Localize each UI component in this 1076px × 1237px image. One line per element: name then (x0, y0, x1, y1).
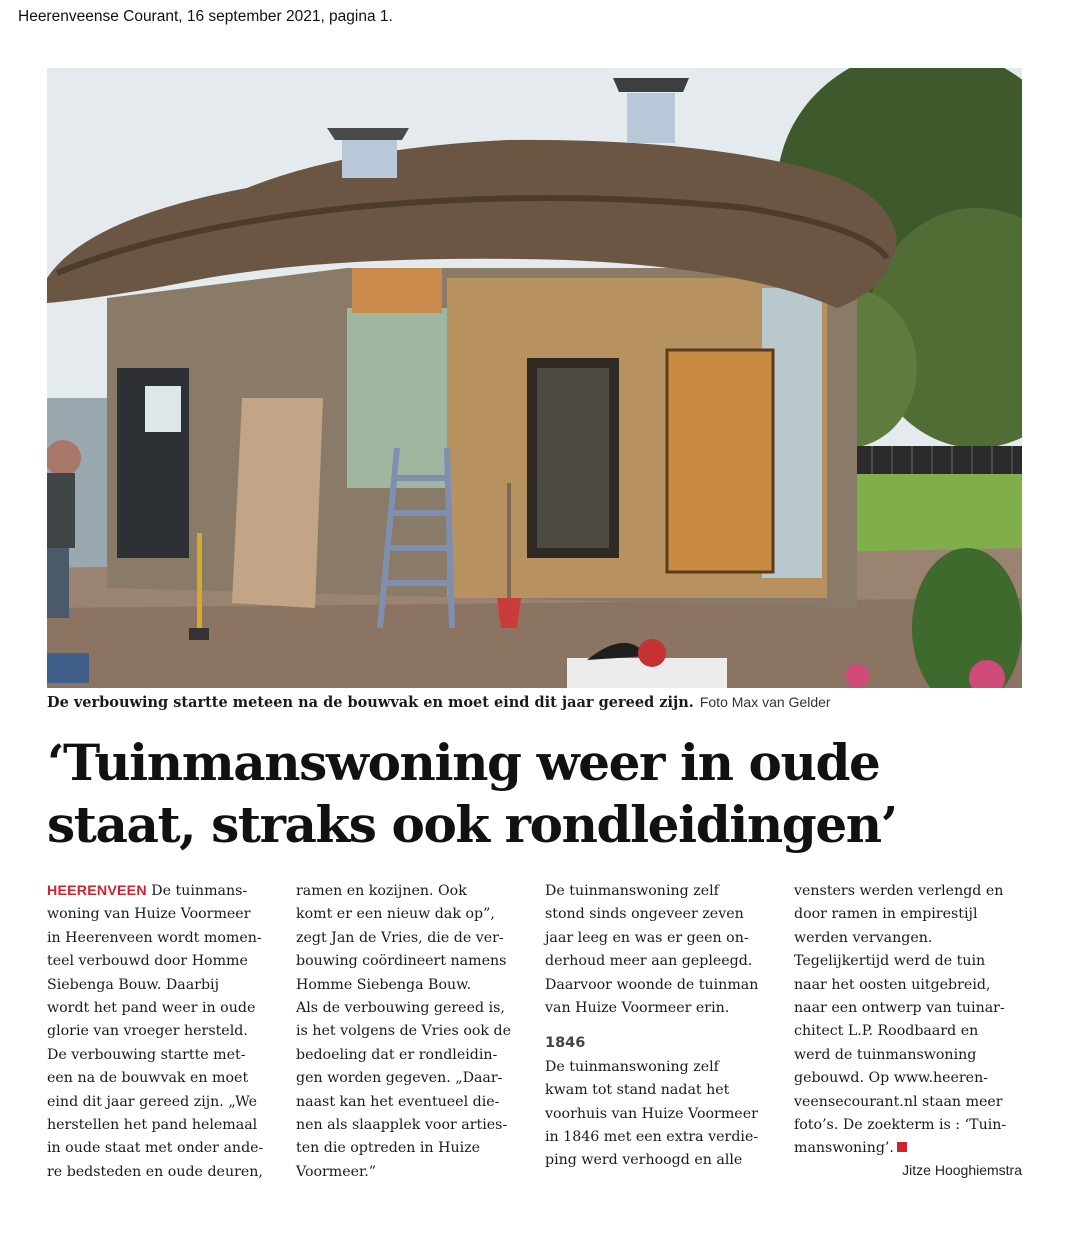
body-line: bedoeling dat er rondleidin- (296, 1046, 498, 1063)
body-line: Voormeer.” (296, 1163, 377, 1180)
column-4 (794, 880, 1026, 1161)
body-line (47, 880, 279, 903)
body-line: ten die optreden in Huize (296, 1140, 481, 1157)
source-line: Heerenveense Courant, 16 september 2021, pagina 1. (18, 8, 393, 25)
body-line: woning van Huize Voormeer (47, 906, 251, 923)
dateline: HEERENVEEN (47, 883, 147, 899)
body-line-text: manswoning’. (794, 1140, 894, 1157)
headline (47, 732, 1037, 856)
byline: Jitze Hooghiemstra (902, 1162, 1022, 1178)
subheading: 1846 (545, 1035, 586, 1052)
body-line: herstellen het pand helemaal (47, 1117, 258, 1134)
body-line: gen worden gegeven. „Daar- (296, 1070, 503, 1087)
body-line: werden vervangen. (794, 929, 933, 946)
photo-credit: Foto Max van Gelder (699, 694, 831, 710)
body-line: De tuinmanswoning zelf (545, 1058, 719, 1075)
body-line: van Huize Voormeer erin. (545, 1000, 730, 1017)
body-line: Daarvoor woonde de tuinman (545, 976, 759, 993)
body-line: wordt het pand weer in oude (47, 1000, 256, 1017)
body-line: ping werd verhoogd en alle (545, 1152, 743, 1169)
caption-text: De verbouwing startte meteen na de bouwvak en moet eind dit jaar gereed zijn. (47, 694, 694, 711)
body-line: werd de tuinmanswoning (794, 1046, 977, 1063)
body-line: re bedsteden en oude deuren, (47, 1163, 263, 1180)
body-line: teel verbouwd door Homme (47, 953, 248, 970)
body-line: Siebenga Bouw. Daarbij (47, 976, 219, 993)
body-line: veensecourant.nl staan meer (794, 1093, 1003, 1110)
body-line: naast kan het eventueel die- (296, 1093, 500, 1110)
body-line: zegt Jan de Vries, die de ver- (296, 929, 504, 946)
body-line: ramen en kozijnen. Ook (296, 883, 467, 899)
body-line: een na de bouwvak en moet (47, 1070, 249, 1087)
body-line: door ramen in empirestijl (794, 906, 978, 923)
body-line: chitect L.P. Roodbaard en (794, 1023, 979, 1040)
body-line-text: De tuinmans- (146, 883, 248, 899)
body-line: De verbouwing startte met- (47, 1046, 246, 1063)
body-line: derhoud meer aan gepleegd. (545, 953, 753, 970)
photo-caption (47, 694, 1022, 711)
column-3 (545, 880, 777, 1173)
body-line: nen als slaapplek voor arties- (296, 1117, 508, 1134)
red-square-icon (897, 1142, 907, 1152)
body-line: Homme Siebenga Bouw. (296, 976, 472, 993)
body-line: De tuinmanswoning zelf (545, 883, 719, 899)
body-line: glorie van vroeger hersteld. (47, 1023, 248, 1040)
body-line: komt er een nieuw dak op”, (296, 906, 495, 923)
column-2 (296, 880, 528, 1184)
column-1 (47, 880, 279, 1184)
body-line: vensters werden verlengd en (794, 883, 1004, 899)
body-line: in oude staat met onder ande- (47, 1140, 264, 1157)
body-line: naar het oosten uitgebreid, (794, 976, 991, 993)
body-line: voorhuis van Huize Voormeer (545, 1105, 758, 1122)
body-line: is het volgens de Vries ook de (296, 1023, 511, 1040)
body-line: Tegelijkertijd werd de tuin (794, 953, 986, 970)
article-photo (47, 68, 1022, 688)
headline-line-2: staat, straks ook rondleidingen’ (47, 795, 897, 854)
body-line: in 1846 met een extra verdie- (545, 1129, 759, 1146)
body-line: gebouwd. Op www.heeren- (794, 1070, 989, 1087)
body-line: bouwing coördineert namens (296, 953, 507, 970)
headline-line-1: ‘Tuinmanswoning weer in oude (47, 733, 880, 792)
body-line (794, 1137, 1026, 1160)
body-line: jaar leeg en was er geen on- (545, 929, 749, 946)
body-line: kwam tot stand nadat het (545, 1082, 730, 1099)
body-line: in Heerenveen wordt momen- (47, 929, 262, 946)
body-line: naar een ontwerp van tuinar- (794, 1000, 1005, 1017)
body-line: stond sinds ongeveer zeven (545, 906, 744, 923)
body-line: eind dit jaar gereed zijn. „We (47, 1093, 257, 1110)
body-line: Als de verbouwing gereed is, (296, 1000, 505, 1017)
body-line: foto’s. De zoekterm is : ‘Tuin- (794, 1117, 1007, 1134)
